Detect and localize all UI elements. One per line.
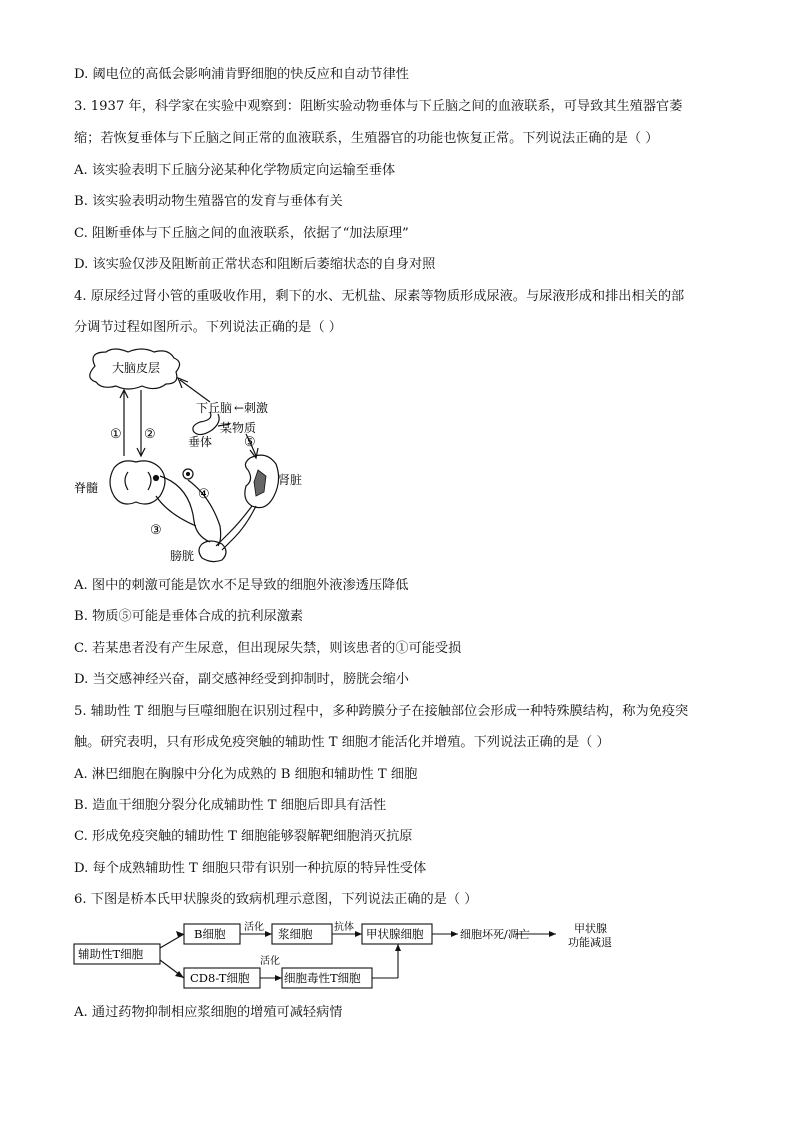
q3-stem-line1: 3. 1937 年，科学家在实验中观察到：阻断实验动物垂体与下丘脑之间的血液联系，可导致其生殖器官萎 [74, 99, 683, 114]
q4-option-d: D. 当交感神经兴奋，副交感神经受到抑制时，膀胱会缩小 [74, 672, 409, 687]
cell-death-label: 细胞坏死/凋亡 [460, 928, 530, 941]
bladder-shape [199, 541, 226, 562]
q6-stem: 6. 下图是桥本氏甲状腺炎的致病机理示意图，下列说法正确的是（ ） [74, 892, 478, 907]
q3-stem-line2: 缩；若恢复垂体与下丘脑之间正常的血液联系，生殖器官的功能也恢复正常。下列说法正确的是（ ） [74, 131, 659, 146]
thyroid-result-label: 甲状腺 [574, 922, 607, 935]
q4-option-b: B. 物质⑤可能是垂体合成的抗利尿激素 [74, 609, 304, 624]
hypothalamus-label: 下丘脑 [196, 401, 233, 415]
q5-stem-line2: 触。研究表明，只有形成免疫突触的辅助性 T 细胞才能活化并增殖。下列说法正确的是（ ） [74, 735, 610, 750]
q5-stem-line1: 5. 辅助性 T 细胞与巨噬细胞在识别过程中，多种跨膜分子在接触部位会形成一种特殊膜结构，称为免疫突 [74, 704, 689, 719]
q4-stem-line1: 4. 原尿经过肾小管的重吸收作用，剩下的水、无机盐、尿素等物质形成尿液。与尿液形成和排出相关的部 [74, 289, 685, 304]
bladder-label: 膀胱 [170, 549, 195, 563]
q4-option-c: C. 若某患者没有产生尿意，但出现尿失禁，则该患者的①可能受损 [74, 641, 462, 656]
q5-option-a: A. 淋巴细胞在胸腺中分化为成熟的 B 细胞和辅助性 T 细胞 [74, 767, 418, 782]
label-1: ① [110, 427, 122, 442]
activate-label-2: 活化 [260, 956, 280, 967]
q3-option-d: D. 该实验仅涉及阻断前正常状态和阻断后萎缩状态的自身对照 [74, 257, 436, 272]
q3-option-b: B. 该实验表明动物生殖器官的发育与垂体有关 [74, 194, 343, 209]
q2-option-d: D. 阈电位的高低会影响浦肯野细胞的快反应和自动节律性 [74, 67, 409, 82]
label-3: ③ [150, 523, 162, 538]
cortex-label: 大脑皮层 [112, 361, 161, 375]
thyroid-cell-box: 甲状腺细胞 [366, 927, 424, 941]
spinal-cord-label: 脊髓 [74, 481, 99, 495]
q4-option-a: A. 图中的刺激可能是饮水不足导致的细胞外液渗透压降低 [74, 578, 409, 593]
label-5: ⑤ [244, 435, 256, 450]
helper-t-cell-box: 辅助性T细胞 [78, 947, 144, 961]
q5-option-d: D. 每个成熟辅助性 T 细胞只带有识别一种抗原的特异性受体 [74, 861, 427, 876]
hashimoto-mechanism-figure [72, 918, 632, 994]
cytotoxic-t-cell-box: 细胞毒性T细胞 [284, 971, 361, 985]
label-4: ④ [198, 487, 210, 502]
q5-option-c: C. 形成免疫突触的辅助性 T 细胞能够裂解靶细胞消灭抗原 [74, 829, 413, 844]
q3-option-c: C. 阻断垂体与下丘脑之间的血液联系，依据了“加法原理” [74, 226, 409, 241]
cd8-t-cell-box: CD8-T细胞 [190, 971, 250, 985]
b-cell-box: B细胞 [194, 927, 226, 941]
plasma-cell-box: 浆细胞 [278, 927, 313, 941]
urination-regulation-figure [70, 346, 320, 568]
label-2: ② [144, 427, 156, 442]
function-decline-label: 功能减退 [568, 936, 612, 949]
q5-option-b: B. 造血干细胞分裂分化成辅助性 T 细胞后即具有活性 [74, 798, 387, 813]
antibody-label: 抗体 [334, 922, 354, 933]
pituitary-label: 垂体 [188, 435, 213, 449]
q3-option-a: A. 该实验表明下丘脑分泌某种化学物质定向运输至垂体 [74, 163, 396, 178]
substance-label: 某物质 [220, 421, 257, 435]
kidney-label: 肾脏 [278, 473, 303, 487]
activate-label-1: 活化 [244, 922, 264, 933]
q6-option-a: A. 通过药物抑制相应浆细胞的增殖可减轻病情 [74, 1005, 343, 1020]
stimulus-label: ←刺激 [234, 401, 269, 415]
q4-stem-line2: 分调节过程如图所示。下列说法正确的是（ ） [74, 320, 342, 335]
